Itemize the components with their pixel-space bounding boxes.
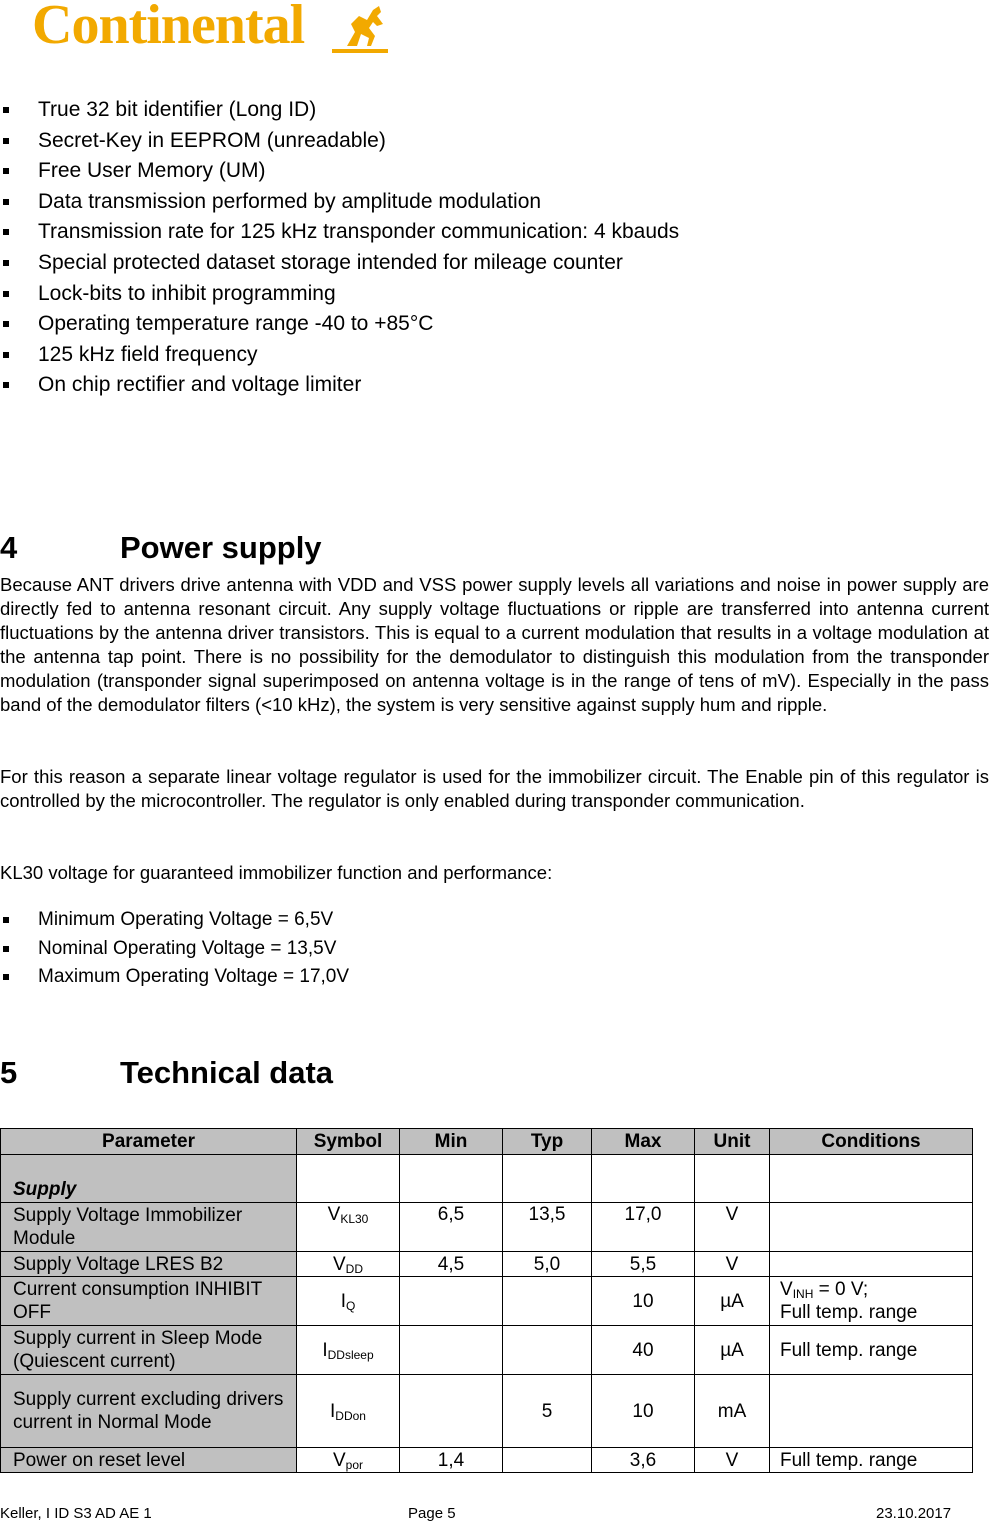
group-label: Supply [13,1179,77,1200]
symbol-cell: $I_{DDsleep}$ [297,1326,400,1375]
min-cell [400,1375,503,1448]
conditions-cell: Full temp. range [770,1326,973,1375]
section-title: Power supply [120,530,322,565]
list-item: Minimum Operating Voltage = 6,5V [0,906,349,935]
max-cell: 40 [592,1326,695,1375]
max-cell: 10 [592,1375,695,1448]
typ-cell [503,1326,592,1375]
max-cell: 3,6 [592,1448,695,1473]
paragraph: For this reason a separate linear voltage regulator is used for the immobilizer circuit. The Enable pin of this regulator is controlled by the microcontroller. The regulator is only enabled during transponder communication. [0,766,989,811]
table-row [1,1203,973,1252]
typ-cell [503,1277,592,1326]
min-cell: 4,5 [400,1252,503,1277]
table-row [1,1448,973,1473]
parameter-cell: Power on reset level [1,1448,297,1473]
max-cell: 17,0 [592,1203,695,1252]
footer-date: 23.10.2017 [876,1505,952,1522]
min-cell: 6,5 [400,1203,503,1252]
section-number: 5 [0,1055,18,1090]
voltage-list [0,906,349,992]
column-header: Symbol [297,1129,400,1155]
table-header-row [1,1129,973,1155]
table-row [1,1155,973,1203]
column-header: Typ [503,1129,592,1155]
symbol-cell: $I_Q$ [297,1277,400,1326]
typ-cell: 5 [503,1375,592,1448]
column-header: Conditions [770,1129,973,1155]
unit-cell: V [695,1203,770,1252]
typ-cell: 5,0 [503,1252,592,1277]
conditions-cell [770,1252,973,1277]
parameter-cell: Current consumption INHIBIT OFF [1,1277,297,1326]
typ-cell [503,1448,592,1473]
conditions-cell [770,1203,973,1252]
min-cell: 1,4 [400,1448,503,1473]
max-cell: 10 [592,1277,695,1326]
list-item: 125 kHz field frequency [0,340,679,371]
list-item: Data transmission performed by amplitude modulation [0,187,679,218]
section-number: 4 [0,530,18,565]
table-row [1,1277,973,1326]
continental-logo [32,0,392,66]
table-row [1,1326,973,1375]
typ-cell: 13,5 [503,1203,592,1252]
list-item: Operating temperature range -40 to +85°C [0,309,679,340]
table-row [1,1252,973,1277]
symbol-cell: $V_{por}$ [297,1448,400,1473]
list-item: Free User Memory (UM) [0,156,679,187]
list-item: Special protected dataset storage intended for mileage counter [0,248,679,279]
paragraph: KL30 voltage for guaranteed immobilizer function and performance: [0,862,553,883]
feature-list [0,95,679,401]
list-item: True 32 bit identifier (Long ID) [0,95,679,126]
list-item: On chip rectifier and voltage limiter [0,370,679,401]
column-header: Min [400,1129,503,1155]
unit-cell: mA [695,1375,770,1448]
section-title: Technical data [120,1055,334,1090]
symbol-cell: $V_{DD}$ [297,1252,400,1277]
min-cell [400,1326,503,1375]
list-item: Maximum Operating Voltage = 17,0V [0,963,349,992]
parameter-cell: Supply Voltage Immobilizer Module [1,1203,297,1252]
footer-page-number: Page 5 [408,1505,456,1522]
list-item: Nominal Operating Voltage = 13,5V [0,935,349,964]
unit-cell: µA [695,1326,770,1375]
min-cell [400,1277,503,1326]
logo-wordmark: Continental [32,0,305,56]
list-item: Lock-bits to inhibit programming [0,279,679,310]
list-item: Transmission rate for 125 kHz transponder communication: 4 kbauds [0,217,679,248]
column-header: Max [592,1129,695,1155]
column-header: Unit [695,1129,770,1155]
technical-data-table [0,1128,973,1473]
conditions-cell [770,1375,973,1448]
horse-icon [337,2,393,54]
table-row [1,1375,973,1448]
conditions-cell: Full temp. range [770,1448,973,1473]
column-header: Parameter [1,1129,297,1155]
list-item: Secret-Key in EEPROM (unreadable) [0,126,679,157]
footer-author: Keller, I ID S3 AD AE 1 [0,1505,152,1522]
parameter-cell: Supply Voltage LRES B2 [1,1252,297,1277]
paragraph: Because ANT drivers drive antenna with VDD and VSS power supply levels all variations and noise in power supply are directly fed to antenna resonant circuit. Any supply voltage fluctuations or ripple are transferred into antenna current fluctuations by the antenna driver transistors. This is equal to a current modulation that results in a voltage modulation at the antenna tap point. There is no possibility for the demodulator to distinguish this modulation from the transponder modulation (transponder signal superimposed on antenna voltage is in the range of tens of mV). Especially in the pass band of the demodulator filters (<10 kHz), the system is very sensitive against supply hum and ripple. [0,574,989,715]
unit-cell: V [695,1448,770,1473]
symbol-cell: $V_{KL30}$ [297,1203,400,1252]
symbol-cell: $I_{DDon}$ [297,1375,400,1448]
parameter-cell: Supply current in Sleep Mode (Quiescent current) [1,1326,297,1375]
max-cell: 5,5 [592,1252,695,1277]
parameter-cell [1,1155,297,1203]
logo-underline [332,49,388,53]
parameter-cell: Supply current excluding drivers current in Normal Mode [1,1375,297,1448]
conditions-cell: $V_{INH} = 0$ V; Full temp. range [770,1277,973,1326]
unit-cell: V [695,1252,770,1277]
unit-cell: µA [695,1277,770,1326]
